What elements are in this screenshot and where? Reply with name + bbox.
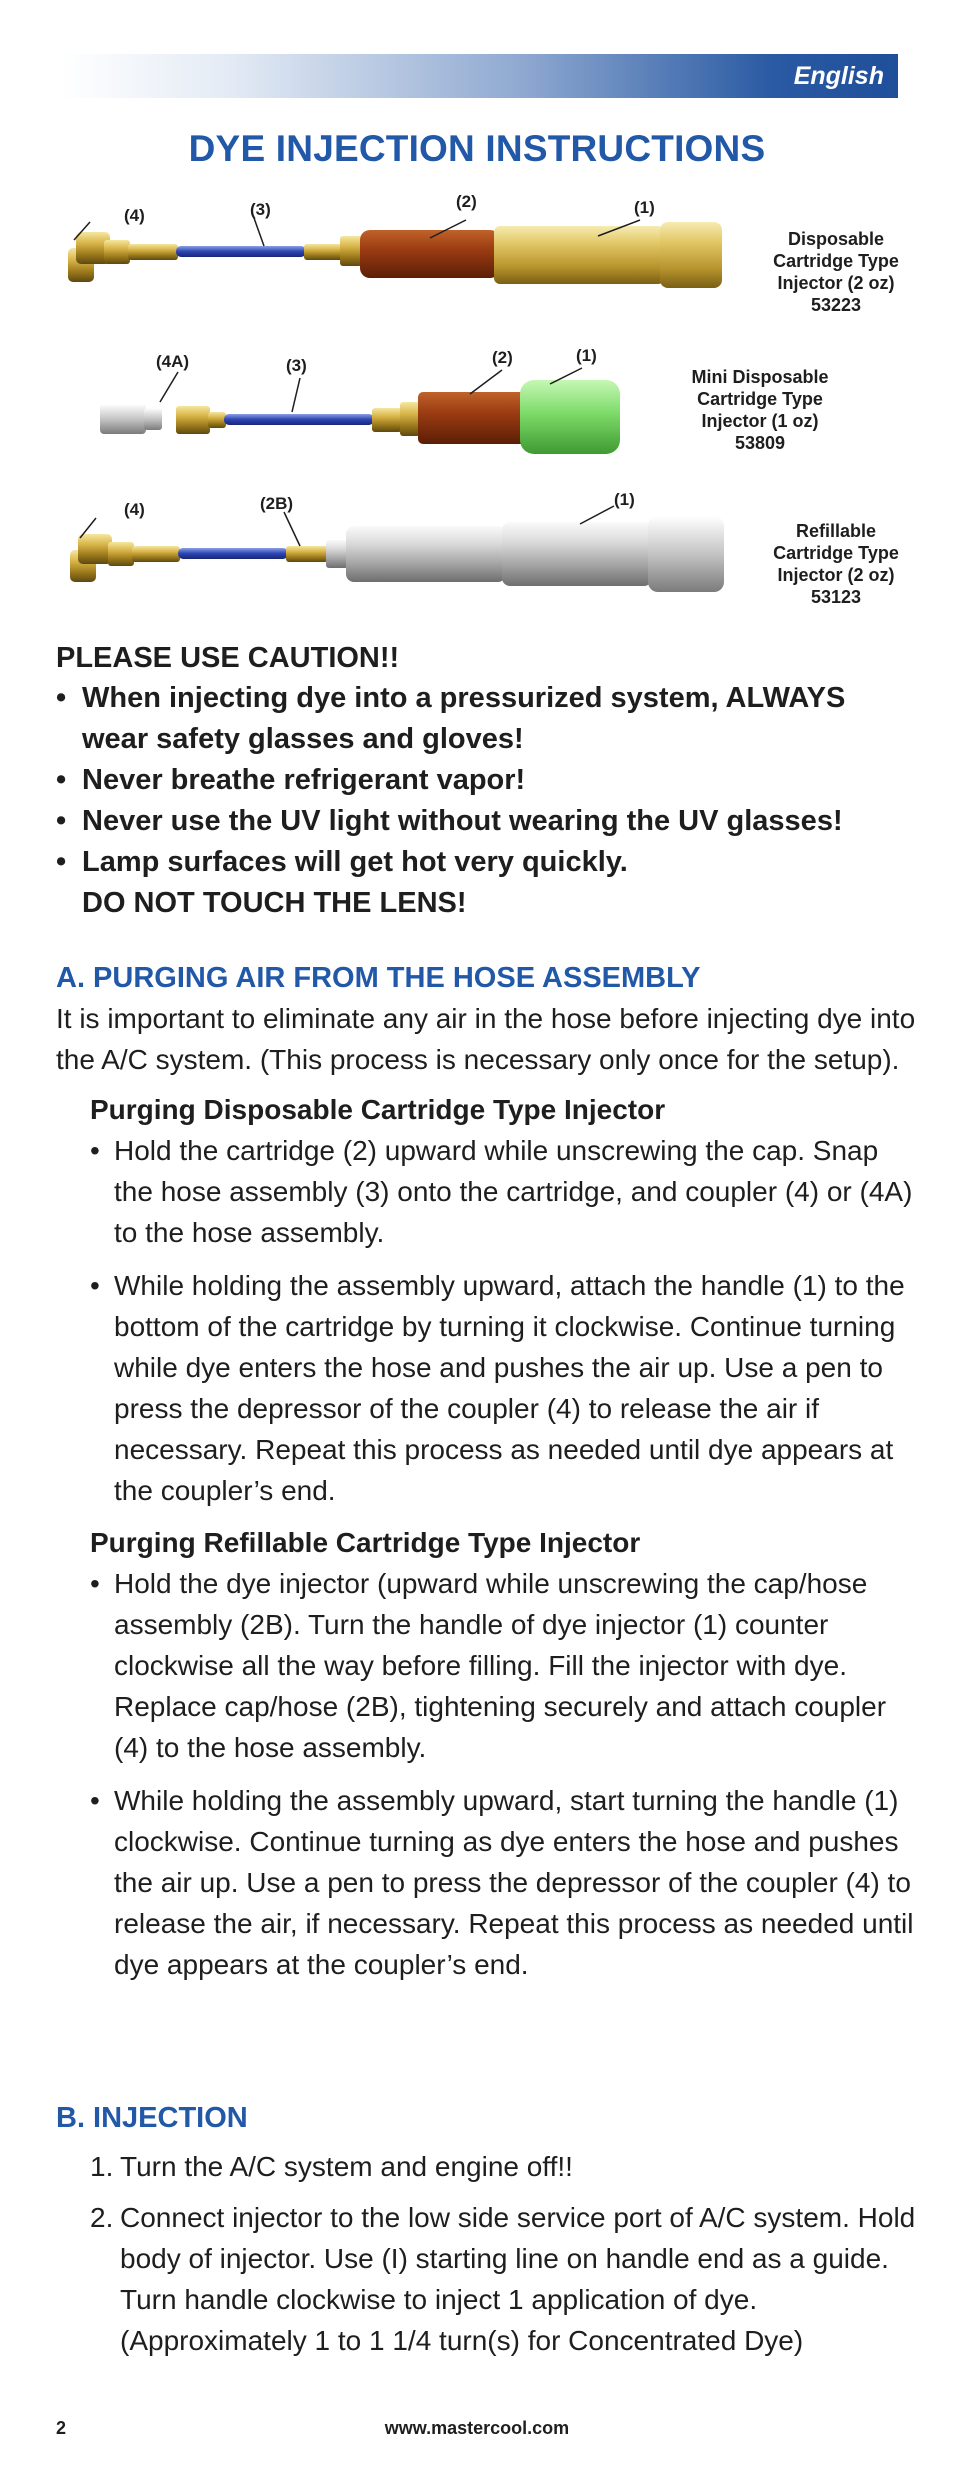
caution-item: • When injecting dye into a pressurized system, ALWAYS wear safety glasses and gloves! — [56, 678, 916, 760]
disposable-purging-heading: Purging Disposable Cartridge Type Injector — [90, 1094, 666, 1125]
page-title: DYE INJECTION INSTRUCTIONS — [188, 128, 766, 169]
list-item: • While holding the assembly upward, attach the handle (1) to the bottom of the cartridge by turning it clockwise. Continue turning while dye enters the hose and pushes the air up. Use a pen to press the depressor of the coupler (4) to release the air if necessary. Repeat this process as needed until dye appears at the coupler’s end. — [90, 1265, 916, 1511]
callout-handle-1: (1) — [576, 346, 597, 365]
caution-block — [56, 638, 916, 924]
injector-2-label: Mini Disposable Cartridge Type Injector (1 oz) 53809 — [691, 367, 829, 453]
callout-handle-1: (1) — [634, 198, 655, 217]
list-item: • Hold the dye injector (upward while unscrewing the cap/hose assembly (2B). Turn the handle of dye injector (1) counter clockwise all the way before filling. Fill the injector with dye. Replace cap/hose (2B), tightening securely and attach coupler (4) to the hose assembly. — [90, 1563, 916, 1768]
section-a-intro: It is important to eliminate any air in the hose before injecting dye into the A/C system. (This process is necessary only once for the setup). — [56, 1003, 916, 1075]
caution-heading: PLEASE USE CAUTION!! — [56, 642, 400, 674]
callout-coupler-4a: (4A) — [156, 352, 190, 371]
refillable-purging-heading: Purging Refillable Cartridge Type Injector — [90, 1527, 641, 1558]
injector-3-drawing — [70, 506, 724, 592]
language-banner — [60, 54, 898, 98]
callout-hose-3: (3) — [286, 356, 307, 375]
list-item: 2. Connect injector to the low side service port of A/C system. Hold body of injector. Use (I) starting line on handle end as a guide. Turn handle clockwise to inject 1 application of dye. (Approximately 1 to 1 1/4 turn(s) for Concentrated Dye) — [90, 2202, 916, 2356]
callout-coupler-4: (4) — [124, 500, 145, 519]
injection-steps — [90, 2146, 916, 2361]
callout-hose-3: (3) — [250, 200, 271, 219]
injector-2-drawing — [100, 368, 620, 454]
refillable-purging-steps — [90, 1563, 916, 1985]
disposable-purging-steps — [90, 1130, 916, 1511]
callout-cartridge-2: (2) — [492, 348, 513, 367]
section-b-injection — [56, 2098, 916, 2371]
caution-item: • Lamp surfaces will get hot very quickly. DO NOT TOUCH THE LENS! — [56, 842, 916, 924]
callout-cap-hose-2b: (2B) — [260, 494, 294, 513]
language-label: English — [793, 62, 884, 90]
list-item: • While holding the assembly upward, start turning the handle (1) clockwise. Continue turning as dye enters the hose and pushes the air up. Use a pen to press the depressor of the coupler (4) to release the air, if necessary. Repeat this process as needed until dye appears at the coupler’s end. — [90, 1780, 916, 1985]
injector-1-label: Disposable Cartridge Type Injector (2 oz) 53223 — [773, 229, 899, 315]
callout-handle-1: (1) — [614, 490, 635, 509]
caution-item: • Never breathe refrigerant vapor! — [56, 760, 916, 801]
section-a-purging — [56, 958, 916, 1997]
section-a-heading: A. PURGING AIR FROM THE HOSE ASSEMBLY — [56, 962, 701, 994]
injector-figure — [0, 180, 954, 630]
section-b-heading: B. INJECTION — [56, 2102, 248, 2134]
list-item: 1. Turn the A/C system and engine off!! — [90, 2151, 573, 2182]
injector-3-label: Refillable Cartridge Type Injector (2 oz) 53123 — [773, 521, 899, 607]
injector-1-drawing — [68, 218, 722, 288]
website-url: www.mastercool.com — [384, 2418, 570, 2438]
caution-list — [56, 678, 916, 924]
callout-coupler-4: (4) — [124, 206, 145, 225]
caution-item: • Never use the UV light without wearing the UV glasses! — [56, 801, 916, 842]
list-item: • Hold the cartridge (2) upward while unscrewing the cap. Snap the hose assembly (3) onto the cartridge, and coupler (4) or (4A) to the hose assembly. — [90, 1130, 916, 1253]
callout-cartridge-2: (2) — [456, 192, 477, 211]
page-number: 2 — [56, 2418, 67, 2438]
